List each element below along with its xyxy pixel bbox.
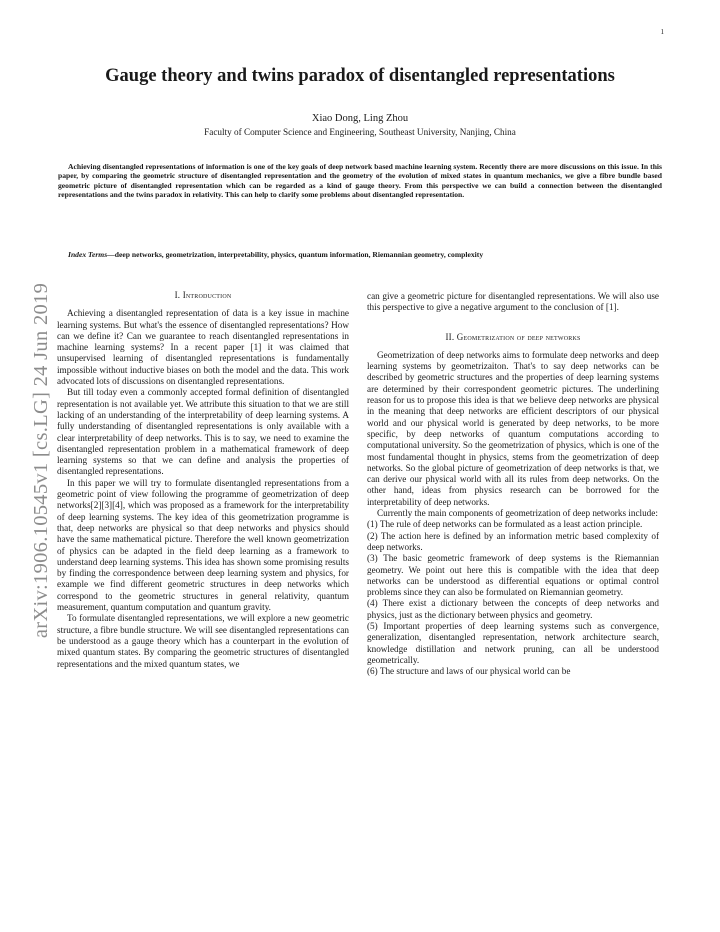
- component-list-item: (5) Important properties of deep learning systems such as convergence, generalization, disentangled representation, network architecture search, knowledge distillation and network pruning, can all be understood geometrically.: [367, 621, 659, 665]
- section-number: II.: [445, 331, 455, 342]
- section-number: I.: [174, 290, 181, 300]
- component-list-item: (1) The rule of deep networks can be formulated as a least action principle.: [367, 519, 643, 530]
- intro-paragraph-continued: can give a geometric picture for disentangled representations. We will also use this perspective to give a negative argument to the conclusion of [1].: [367, 291, 659, 313]
- page-number: 1: [660, 28, 664, 36]
- section-heading-introduction: [57, 290, 349, 301]
- arxiv-stamp-text: arXiv:1906.10545v1 [cs.LG] 24 Jun 2019: [30, 282, 53, 638]
- left-column: [57, 290, 349, 670]
- section-title: Geometrization of deep networks: [456, 331, 581, 342]
- index-terms-text: —deep networks, geometrization, interpretability, physics, quantum information, Riemannian geometry, complexity: [107, 250, 484, 259]
- section-title: Introduction: [182, 290, 232, 300]
- author-affiliation: Faculty of Computer Science and Engineering, Southeast University, Nanjing, China: [204, 127, 516, 137]
- index-terms-label: Index Terms: [68, 250, 108, 259]
- intro-paragraph: In this paper we will try to formulate disentangled representations from a geometric point of view following the programme of geometrization of deep networks[2][3][4], which was proposed as a framework for the interpretability of deep learning systems. The key idea of this geometrization programme is that, deep networks are physical so that deep networks and physics should have the same mathematical picture. Therefore the well known geometrization of physics can be adapted in the field deep learning as a framework to understand deep learning systems. This idea has shown some promising results by finding the correspondence between deep learning system and physics, for example we find different geometric structures in deep networks which correspond to the geometric structures in general relativity, quantum measurement, quantum computation and quantum gravity.: [57, 477, 349, 613]
- section-heading-geometrization: [367, 332, 659, 343]
- intro-paragraph: Achieving a disentangled representation of data is a key issue in machine learning systems. But what's the essence of disentangled representations? How can we define it? Can we guarantee to reach disentangled representations in machine learning systems? In a recent paper [1] it was claimed that unsupervised learning of disentangled representations is fundamentally impossible without inductive biases on both the model and the data. This work advocated lots of discussions on disentangled representations.: [57, 308, 349, 387]
- index-terms: [58, 250, 662, 259]
- right-column: [367, 291, 659, 678]
- component-list-item: (4) There exist a dictionary between the concepts of deep networks and physics, just as the dictionary between physics and geometry.: [367, 598, 659, 620]
- component-list-item: (2) The action here is defined by an information metric based complexity of deep networks.: [367, 530, 659, 552]
- geometrization-paragraph: Geometrization of deep networks aims to formulate deep networks and deep learning systems by geometrizaiton. That's to say deep networks can be described by geometric structures and the properties of deep learning systems are determined by their correspondent geometric pictures. The underlining reason for us to propose this idea is that we believe deep networks are physical in the meaning that deep networks are efficient descriptors of our physical world and our physical world is generated by deep networks, to be more specific, by deep networks of quantum computations according to computational university. So the geometrization of physics, which is one of the most fundamental thought in physics, stems from the geometrization of deep networks. So the global picture of geometrization of deep networks is that, we can derive our physical world with all its rules from deep networks. On the other hand, ideas from physics research can be borrowed for the interpretability of deep networks.: [367, 349, 659, 507]
- intro-paragraph: But till today even a commonly accepted formal definition of disentangled representation is not available yet. We attribute this situation to that we are still lacking of an understanding of the interpretability of deep learning systems. A fully understanding of disentangled representations is only available with a clear interpretability of deep networks. This is to say, we need to examine the disentangled representation problem in a mathematical framework of deep learning systems so that we can define and analysis the properties of disentangled representations.: [57, 387, 349, 477]
- intro-paragraph: To formulate disentangled representations, we will explore a new geometric structure, a fibre bundle structure. We will see disentangled representations can be understood as a gauge theory which has a counterpart in the evolution of mixed quantum states. By comparing the geometric structures of disentangled representations and the mixed quantum states, we: [57, 613, 349, 669]
- paper-title: Gauge theory and twins paradox of disentangled representations: [105, 66, 615, 86]
- geometrization-paragraph: Currently the main components of geometrization of deep networks include:: [377, 508, 658, 519]
- author-list: Xiao Dong, Ling Zhou: [311, 113, 409, 124]
- component-list-item: (3) The basic geometric framework of deep systems is the Riemannian geometry. We point out here this is compatible with the idea that deep networks can be understood as differential equations or optimal control problems since they can also be formulated on Riemannian geometry.: [367, 553, 659, 598]
- abstract: Achieving disentangled representations of information is one of the key goals of deep network based machine learning system. Recently there are more discussions on this issue. In this paper, by comparing the geometric structure of disentangled representation and the geometry of the evolution of mixed states in quantum mechanics, we give a fibre bundle based geometric picture of disentangled representation which can be regarded as a kind of gauge theory. From this perspective we can build a connection between the disentangled representations and the twins paradox in relativity. This can help to clarify some problems about disentangled representation.: [58, 162, 662, 199]
- component-list-item: (6) The structure and laws of our physical world can be: [367, 666, 571, 677]
